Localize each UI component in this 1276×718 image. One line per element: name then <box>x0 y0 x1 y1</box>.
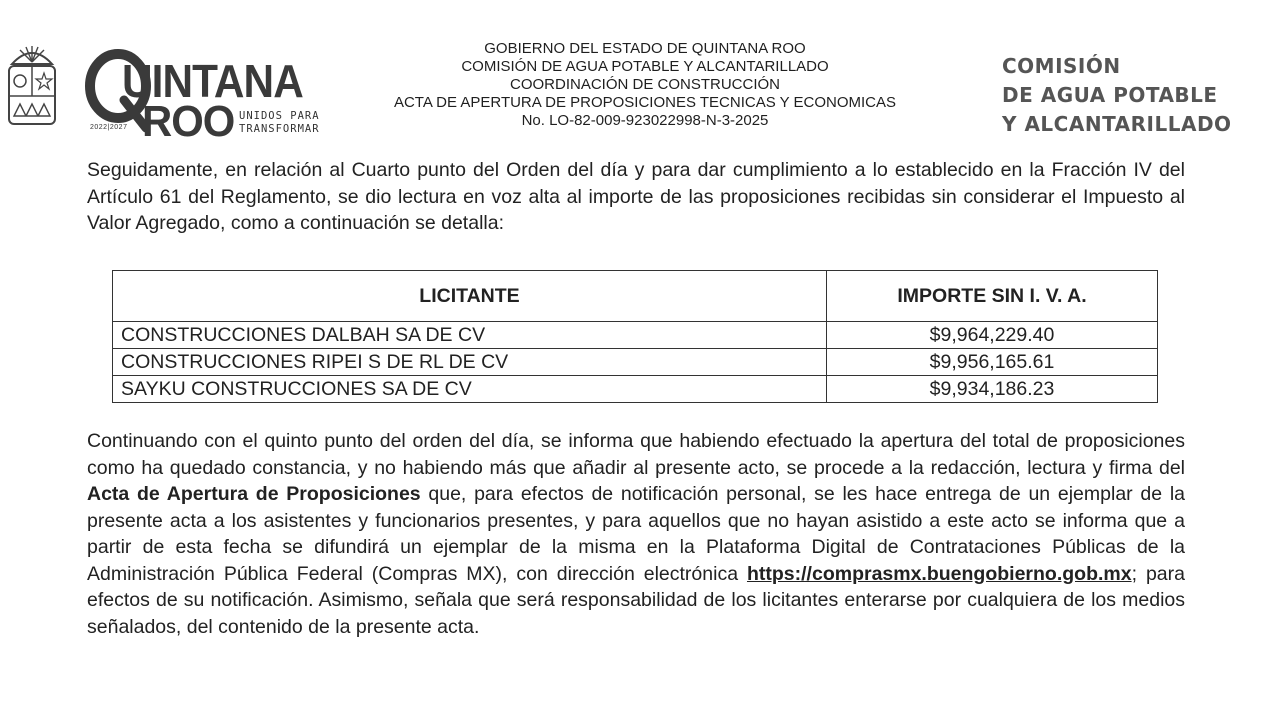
commission-logo-text <box>1002 52 1232 139</box>
bid-amount: $9,934,186.23 <box>827 376 1158 403</box>
comprasmx-link[interactable]: https://comprasmx.buengobierno.gob.mx <box>746 562 1132 585</box>
heading-line-government: GOBIERNO DEL ESTADO DE QUINTANA ROO <box>484 40 806 57</box>
bidder-name: CONSTRUCCIONES RIPEI S DE RL DE CV <box>113 349 827 376</box>
table-row <box>113 322 1158 349</box>
heading-line-tender-number: No. LO-82-009-923022998-N-3-2025 <box>521 112 769 129</box>
document-heading <box>340 40 950 130</box>
bids-table <box>112 270 1158 403</box>
document-header <box>0 0 1276 145</box>
logo-years: 2022|2027 <box>90 124 128 131</box>
column-header-amount: IMPORTE SIN I. V. A. <box>827 271 1158 322</box>
logo-slogan-line-2: TRANSFORMAR <box>239 123 320 135</box>
closing-text-part-3: ; para efectos de su notificación. Asimismo, señala que será responsabilidad de los licitantes enterarse por cualquiera de los medios señalados, del contenido de la presente acta. <box>87 562 1185 638</box>
act-title-bold: Acta de Apertura de Proposiciones <box>87 483 421 505</box>
state-coat-of-arms-icon <box>6 44 58 128</box>
closing-text-part-2: que, para efectos de notificación personal, se les hace entrega de un ejemplar de la presente acta a los asistentes y funcionarios presentes, y para aquellos que no hayan asistido a este acto se informa que a partir de esta fecha se difundirá un ejemplar de la misma en la Plataforma Digital de Contrataciones Públicas de la Administración Pública Federal (Compras MX), con dirección electrónica <box>87 483 1185 585</box>
table-header-row <box>113 271 1158 322</box>
logo-text-bottom: ROO <box>142 97 235 146</box>
logo-slogan <box>239 110 320 136</box>
bidder-name: SAYKU CONSTRUCCIONES SA DE CV <box>113 376 827 403</box>
table-row <box>113 349 1158 376</box>
bidder-name: CONSTRUCCIONES DALBAH SA DE CV <box>113 322 827 349</box>
table-row <box>113 376 1158 403</box>
heading-line-act-title: ACTA DE APERTURA DE PROPOSICIONES TECNICAS Y ECONOMICAS <box>393 94 897 111</box>
heading-line-commission: COMISIÓN DE AGUA POTABLE Y ALCANTARILLADO <box>461 58 829 75</box>
paragraph-closing <box>87 428 1185 640</box>
logo-text-top: UINTANA <box>122 55 303 107</box>
logo-slogan-line-1: UNIDOS PARA <box>239 110 320 122</box>
commission-line-2: DE AGUA POTABLE <box>1002 83 1218 107</box>
commission-line-3: Y ALCANTARILLADO <box>1002 112 1232 136</box>
bid-amount: $9,956,165.61 <box>827 349 1158 376</box>
commission-line-1: COMISIÓN <box>1002 54 1121 78</box>
heading-line-coordination: COORDINACIÓN DE CONSTRUCCIÓN <box>509 76 780 93</box>
bid-amount: $9,964,229.40 <box>827 322 1158 349</box>
closing-text-part-1: Continuando con el quinto punto del orden del día, se informa que habiendo efectuado la apertura del total de proposiciones como ha quedado constancia, y no habiendo más que añadir al presente acto, se procede a la redacción, lectura y firma del <box>87 430 1185 479</box>
column-header-bidder: LICITANTE <box>113 271 827 322</box>
paragraph-reading-of-bids: Seguidamente, en relación al Cuarto punto del Orden del día y para dar cumplimiento a lo establecido en la Fracción IV del Artículo 61 del Reglamento, se dio lectura en voz alta al importe de las proposiciones recibidas sin considerar el Impuesto al Valor Agregado, como a continuación se detalla: <box>87 159 1185 234</box>
quintana-roo-logo <box>84 38 344 146</box>
